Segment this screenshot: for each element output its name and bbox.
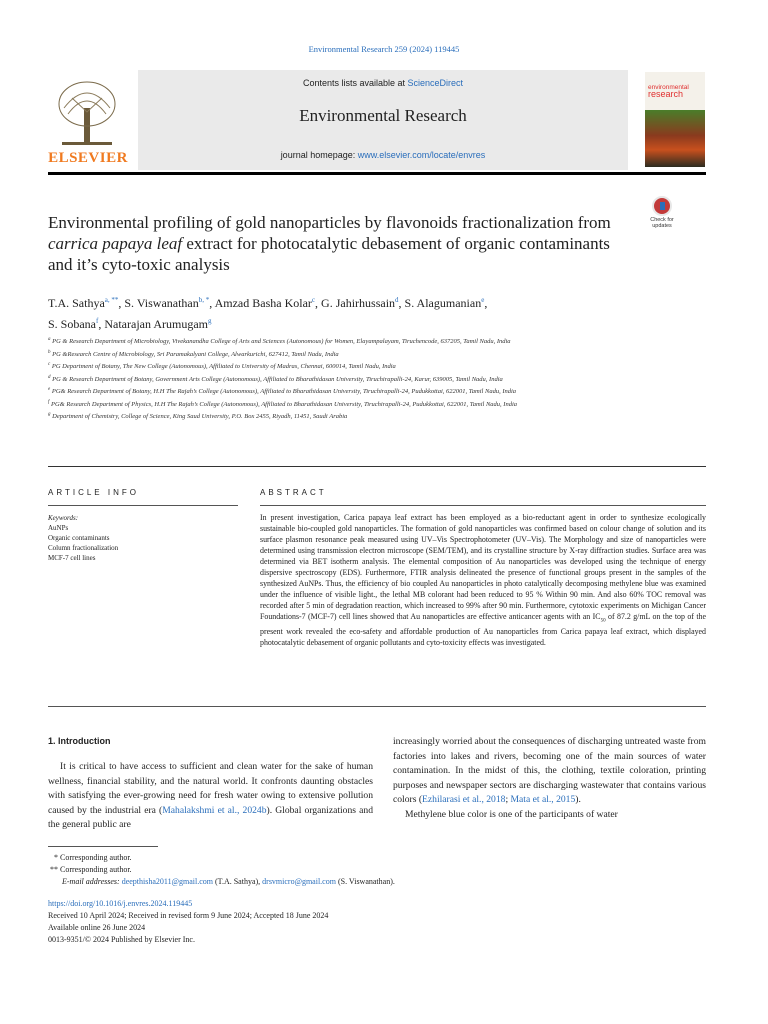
author-name[interactable]: T.A. Sathya bbox=[48, 296, 105, 310]
article-info-rule bbox=[48, 505, 238, 506]
cover-title bbox=[648, 84, 689, 98]
email-link[interactable]: deepthisha2011@gmail.com bbox=[121, 877, 213, 886]
keyword-item: MCF-7 cell lines bbox=[48, 554, 96, 562]
author-name[interactable]: Amzad Basha Kolar bbox=[214, 296, 312, 310]
citation-link[interactable]: Mahalakshmi et al., 2024b bbox=[162, 804, 267, 816]
author-affil-mark[interactable]: a, ** bbox=[104, 296, 119, 304]
author-name[interactable]: S. Alagumanian bbox=[404, 296, 482, 310]
corresponding-author-note: ** Corresponding author. bbox=[50, 865, 132, 874]
contents-line bbox=[138, 78, 628, 88]
introduction-heading: 1. Introduction bbox=[48, 736, 111, 746]
author-name[interactable]: Natarajan Arumugam bbox=[104, 317, 208, 331]
section-divider bbox=[48, 466, 706, 467]
keyword-item: Organic contaminants bbox=[48, 534, 110, 542]
corresponding-author-note: * Corresponding author. bbox=[54, 853, 132, 862]
affiliation-item: $^b$ PG &Research Centre of Microbiology, Sri Paramakalyani College, Alwarkurichi, 627412, Tamil Nadu, India bbox=[48, 349, 339, 358]
homepage-line bbox=[138, 150, 628, 160]
intro-column-2: increasingly worried about the consequences of discharging untreated waste from factories into lakes and rivers, becoming one of the main sources of water contamination. In the midst of this, the clothing, textile coloration, printing purposes and newspaper sectors are discharging wastewater that contains various colors (Ezhilarasi et al., 2018; Mata et al., 2015). Methylene blue color is one of the participants of water bbox=[393, 735, 706, 823]
author-affil-mark[interactable]: e bbox=[481, 296, 485, 304]
online-date: Available online 26 June 2024 bbox=[48, 923, 146, 932]
author-name[interactable]: G. Jahirhussain bbox=[321, 296, 396, 310]
journal-citation[interactable]: Environmental Research 259 (2024) 119445 bbox=[308, 44, 460, 54]
author-name[interactable]: S. Viswanathan bbox=[124, 296, 199, 310]
author-list: T.A. Sathya$^{a, **}$, S. Viswanathan$^{b, *}$, Amzad Basha Kolar$^c$, G. Jahirhussain$^d$, S. Alagumanian$^e$, S. Sobana$^f$, Natarajan Arumugam$^g$ bbox=[48, 296, 488, 331]
article-title bbox=[48, 212, 638, 275]
contents-prefix: Contents lists available at bbox=[302, 78, 408, 88]
elsevier-wordmark: ELSEVIER bbox=[48, 150, 128, 166]
author-affil-mark[interactable]: g bbox=[207, 317, 212, 325]
abstract-rule bbox=[260, 505, 706, 506]
journal-title: Environmental Research bbox=[299, 106, 467, 125]
author-affil-mark[interactable]: d bbox=[395, 296, 399, 304]
citation-link[interactable]: Mata et al., 2015 bbox=[510, 794, 576, 806]
author-affil-mark[interactable]: b, * bbox=[198, 296, 210, 304]
email-link[interactable]: drsvmicro@gmail.com bbox=[262, 877, 336, 886]
check-updates-label: Check for updates bbox=[650, 217, 674, 229]
title-part-1: Environmental profiling of gold nanoparticles by flavonoids fractionalization from bbox=[48, 213, 611, 232]
abstract-end-rule bbox=[48, 706, 706, 707]
intro-paragraph: Methylene blue color is one of the participants of water bbox=[405, 808, 618, 820]
homepage-link[interactable]: www.elsevier.com/locate/envres bbox=[357, 150, 486, 160]
footnote-rule bbox=[48, 846, 158, 847]
received-dates: Received 10 April 2024; Received in revised form 9 June 2024; Accepted 18 June 2024 bbox=[48, 911, 329, 920]
affiliation-item: $^g$ Department of Chemistry, College of Science, King Saud University, P.O. Box 2455, Riyadh, 11451, Saudi Arabia bbox=[48, 412, 348, 421]
cover-title-line-1: environmental bbox=[648, 84, 689, 91]
keyword-item: AuNPs bbox=[48, 524, 69, 532]
affiliation-item: $^d$ PG & Research Department of Botany, Government Arts College (Autonomous), Affiliated to Bharathidasan University, Tiruchirapalli-24, Karur, 639005, Tamil Nadu, India bbox=[48, 374, 503, 383]
abstract-text: In present investigation, Carica papaya leaf extract has been employed as a bio-reductant agent in order to synthesize ecologically sustainable bio-coupled gold nanoparticles. The formation of gold nanoparticles was confirmed based on colour change of solution and its surface plasmon resonance peak measured using UV–Vis Spectrophotometer (UV–Vis). The Morphology and size of nanoparticles were determined using transmission electron microscope (SEM/TEM), and its crystalline structure by X-ray diffraction studies. Surface area was determined via BET isotherm analysis. The elemental composition of Au nanoparticles was developed using the technique of energy dispersive spectroscopy (EDS). Furthermore, FTIR analysis delineated the presence of functional groups present in the samples of the synthesized AuNPs. Thus, the efficiency of bio coupled Au nanoparticles in photo catalytically decomposing methylene blue was examined under the influence of visible light., the lethal MB colorant had been reduced to 95 % Within 90 min. And also 60% TOC removal was recorded after 5 min of degradation reaction, which increased to 99% after 90 min. Furthermore, cytotoxic experiments on Michigan Cancer Foundations-7 (MCF-7) cell lines showed that Au nanoparticles are effective anticancer agents with an $IC_{50}$ of 87.2 g/mL on the top of the present work revealed the eco-safety and affordable production of Au nanoparticles from Carica papaya leaf extract, which displayed photocatalytic debasement of organic pollutants and cyto-toxicity effects was investigated. bbox=[260, 513, 706, 648]
elsevier-tree-icon bbox=[54, 78, 120, 148]
journal-cover-image bbox=[645, 72, 705, 167]
keywords-block bbox=[48, 513, 238, 563]
author-affil-mark[interactable]: c bbox=[311, 296, 316, 304]
abstract-heading: ABSTRACT bbox=[260, 488, 327, 497]
affiliation-item: $^a$ PG & Research Department of Microbiology, Vivekanandha College of Arts and Sciences (Autonomous) for Women, Elayampalayam, Tiruchencode, 637205, Tamil Nadu, India bbox=[48, 337, 511, 346]
check-for-updates-button[interactable] bbox=[646, 196, 678, 230]
affiliation-list bbox=[48, 335, 648, 423]
homepage-prefix: journal homepage: bbox=[280, 150, 358, 160]
header-rule bbox=[48, 172, 706, 175]
keywords-label: Keywords: bbox=[48, 514, 79, 522]
citation-link[interactable]: Ezhilarasi et al., 2018 bbox=[422, 794, 506, 806]
article-info-heading: ARTICLE INFO bbox=[48, 488, 139, 497]
cover-title-line-2: research bbox=[648, 89, 684, 99]
author-name[interactable]: S. Sobana bbox=[48, 317, 96, 331]
affiliation-item: $^f$ PG& Research Department of Physics, H.H The Rajah’s College (Autonomous), Affiliated to Bharathidasan University, Tiruchirapalli-24, Pudukkottai, 622001, Tamil Nadu, India bbox=[48, 399, 518, 408]
email-addresses: E-mail addresses: deepthisha2011@gmail.com (T.A. Sathya), drsvmicro@gmail.com (S. Viswanathan). bbox=[62, 877, 395, 886]
affiliation-item: $^c$ PG Department of Botany, The New College (Autonomous), Affiliated to University of Madras, Chennai, 600014, Tamil Nadu, India bbox=[48, 362, 396, 371]
sciencedirect-link[interactable]: ScienceDirect bbox=[407, 78, 464, 88]
author-affil-mark[interactable]: f bbox=[96, 317, 99, 325]
title-italic: carrica papaya leaf bbox=[48, 234, 183, 253]
affiliation-item: $^e$ PG& Research Department of Botany, H.H The Rajah’s College (Autonomous), Affiliated to Bharathidasan University, Tiruchirapalli-24, Pudukkottai, 622001, Tamil Nadu, India bbox=[48, 387, 517, 396]
doi-link[interactable]: https://doi.org/10.1016/j.envres.2024.119445 bbox=[48, 899, 193, 908]
title-part-2: extract for photocatalytic debasement of organic contaminants and it’s cyto-toxic analysis bbox=[48, 234, 610, 274]
check-updates-icon bbox=[652, 196, 672, 216]
issn-copyright: 0013-9351/© 2024 Published by Elsevier Inc. bbox=[48, 935, 195, 944]
intro-column-1: It is critical to have access to sufficient and clean water for the sake of human wellness, financial stability, and the natural world. It confronts daunting obstacles with satisfying the ever-growing need for fresh water owing to extensive pollution caused by the industrial era (Mahalakshmi et al., 2024b). Global organizations and the general public are bbox=[48, 761, 373, 831]
keyword-item: Column fractionalization bbox=[48, 544, 119, 552]
